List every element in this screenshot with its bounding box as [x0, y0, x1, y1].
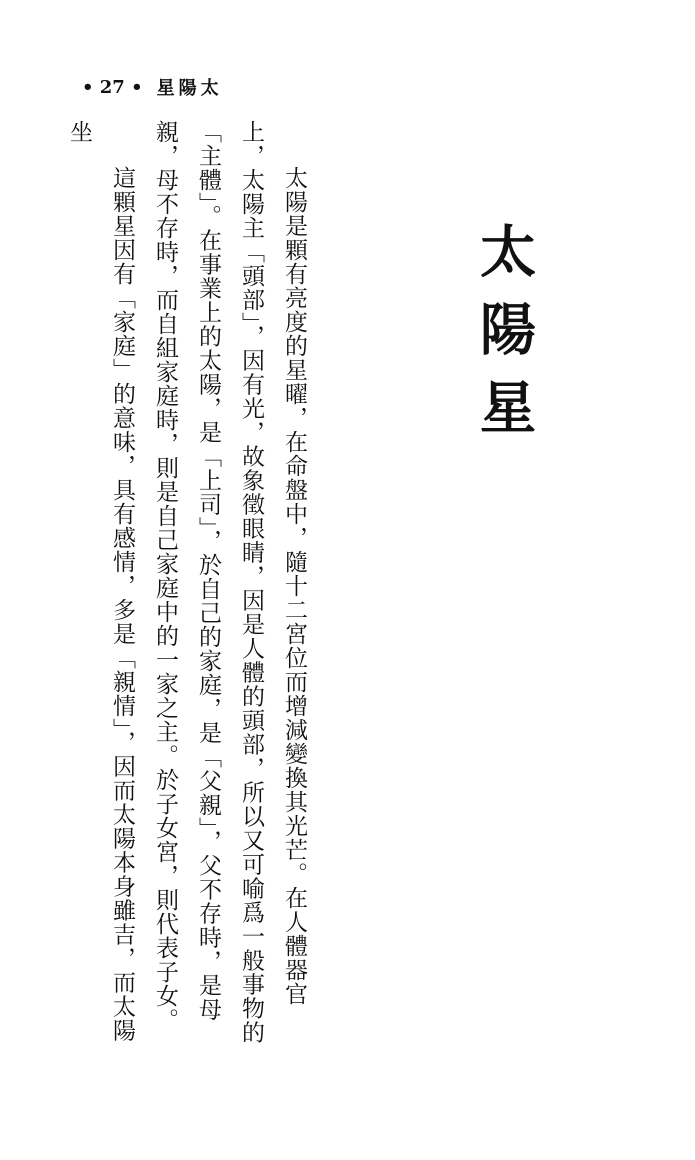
paragraph-2: 這顆星因有「家庭」的意味，具有感情，多是「親情」，因而太陽本身雖吉，而太陽坐 — [66, 120, 135, 1043]
running-title: 星陽太 — [156, 78, 223, 99]
page-header — [82, 74, 223, 100]
chapter-title: 太陽星 — [471, 222, 536, 456]
body-text — [57, 120, 315, 1050]
paragraph-1: 太陽是顆有亮度的星曜，在命盤中，隨十二宮位而增減變換其光芒。在人體器官上，太陽主「頭部」，因有光，故象徵眼睛，因是人體的頭部，所以又可喻爲一般事物的「主體」。在事業上的太陽，是「上司」，於自己的家庭，是「父親」，父不存時，是母親，母不存時，而自組家庭時，則是自己家庭中的一家之主。於子女宮，則代表子女。 — [152, 120, 307, 1045]
page-number: • 27 • — [82, 76, 143, 98]
